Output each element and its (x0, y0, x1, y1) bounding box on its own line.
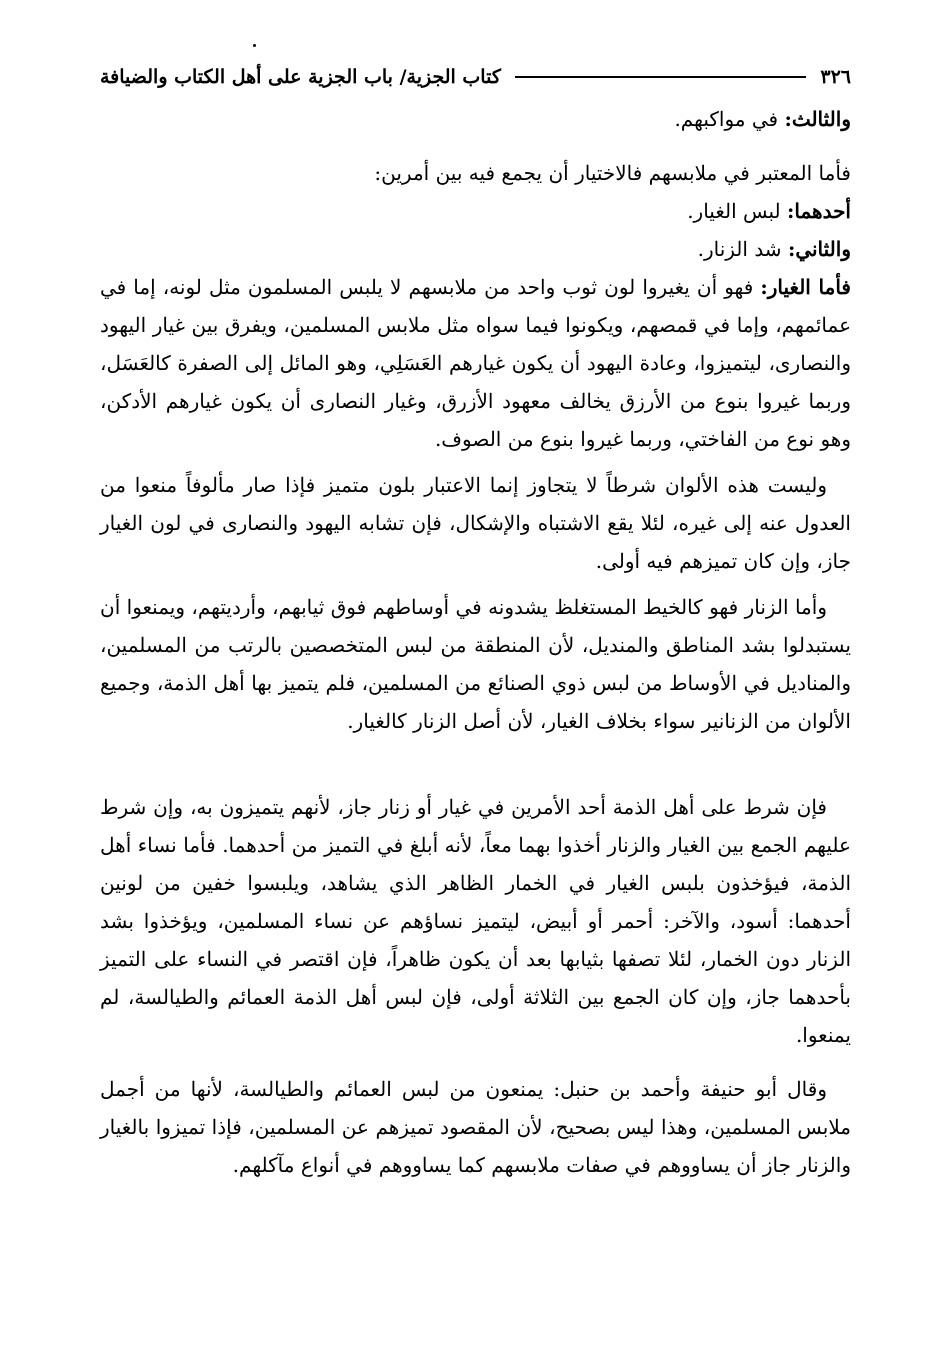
paragraph-text: وقال أبو حنيفة وأحمد بن حنبل: يمنعون من لبس العمائم والطيالسة، لأنها من أجمل ملابس المسلمين، وهذا ليس بصحيح، لأن المقصود تميزهم عن المسلمين، فإذا تميزوا بالغيار والزنار جاز أن يساووهم في صفات ملابسهم كما يساووهم في أنواع مآكلهم. (100, 1077, 851, 1177)
page-header (100, 60, 851, 94)
paragraph-label: والثالث: (784, 107, 851, 131)
paragraph-ghiyar (100, 268, 851, 458)
paragraph-third (100, 100, 851, 138)
paragraph-text: شد الزنار. (697, 237, 788, 261)
paragraph-text: فإن شرط على أهل الذمة أحد الأمرين في غيار أو زنار جاز، لأنهم يتميزون به، وإن شرط عليهم الجمع بين الغيار والزنار أخذوا بهما معاً، لأنه أبلغ في التميز من أحدهما. فأما نساء أهل الذمة، فيؤخذون بلبس الغيار في الخمار الظاهر الذي يشاهد، ويلبسوا خفين من لونين أحدهما: أسود، والآخر: أحمر أو أبيض، ليتميز نساؤهم عن نساء المسلمين، ويؤخذوا بشد الزنار دون الخمار، لئلا تصفها بثيابها بعد أن يكون ظاهراً، فإن اقتصر في النساء على التميز بأحدهما جاز، وإن كان الجمع بين الثلاثة أولى، فإن لبس أهل الذمة العمائم والطيالسة، لم يمنعوا. (100, 795, 851, 1047)
paragraph-conditions (100, 788, 851, 1054)
paragraph-text: في مواكبهم. (674, 107, 785, 131)
scan-speck (253, 44, 256, 47)
paragraph-zunnar (100, 588, 851, 740)
paragraph-colors (100, 466, 851, 580)
header-rule (515, 76, 807, 78)
paragraph-text: لبس الغيار. (687, 199, 787, 223)
paragraph-first (100, 192, 851, 230)
paragraph-label: والثاني: (787, 237, 851, 261)
paragraph-label: أحدهما: (786, 199, 851, 223)
paragraph-label: فأما الغيار: (760, 275, 851, 299)
paragraph-text: وليست هذه الألوان شرطاً لا يتجاوز إنما الاعتبار بلون متميز فإذا صار مألوفاً منعوا من العدول عنه إلى غيره، لئلا يقع الاشتباه والإشكال، فإن تشابه اليهود والنصارى في لون الغيار جاز، وإن كان تميزهم فيه أولى. (100, 473, 851, 573)
page-number: ٣٢٦ (820, 66, 851, 88)
paragraph-text: وأما الزنار فهو كالخيط المستغلظ يشدونه في أوساطهم فوق ثيابهم، وأرديتهم، ويمنعوا أن يستبدلوا بشد المناطق والمنديل، لأن المنطقة من لبس المتخصصين بالرتب من المسلمين، والمناديل في الأوساط من لبس ذوي الصنائع من المسلمين، فلم يتميز بها أهل الذمة، وجميع الألوان من الزنانير سواء بخلاف الغيار، لأن أصل الزنار كالغيار. (100, 595, 851, 733)
paragraph-text: فأما المعتبر في ملابسهم فالاختيار أن يجمع فيه بين أمرين: (374, 161, 851, 185)
paragraph-abu-hanifa (100, 1070, 851, 1184)
paragraph-clothing-intro (100, 154, 851, 192)
paragraph-text: فهو أن يغيروا لون ثوب واحد من ملابسهم لا يلبس المسلمون مثل لونه، إما في عمائمهم، وإما في قمصهم، ويكونوا فيما سواه مثل ملابس المسلمين، ويفرق بين غيار اليهود والنصارى، ليتميزوا، وعادة اليهود أن يكون غيارهم العَسَلِي، وهو المائل إلى الصفرة كالعَسَل، وربما غيروا بنوع من الأرزق يخالف معهود الأزرق، وغيار النصارى أن يكون غيارهم الأدكن، وهو نوع من الفاختي، وربما غيروا بنوع من الصوف. (100, 275, 851, 451)
page-body (100, 100, 851, 1184)
paragraph-second (100, 230, 851, 268)
running-title: كتاب الجزية/ باب الجزية على أهل الكتاب والضيافة (100, 66, 501, 88)
